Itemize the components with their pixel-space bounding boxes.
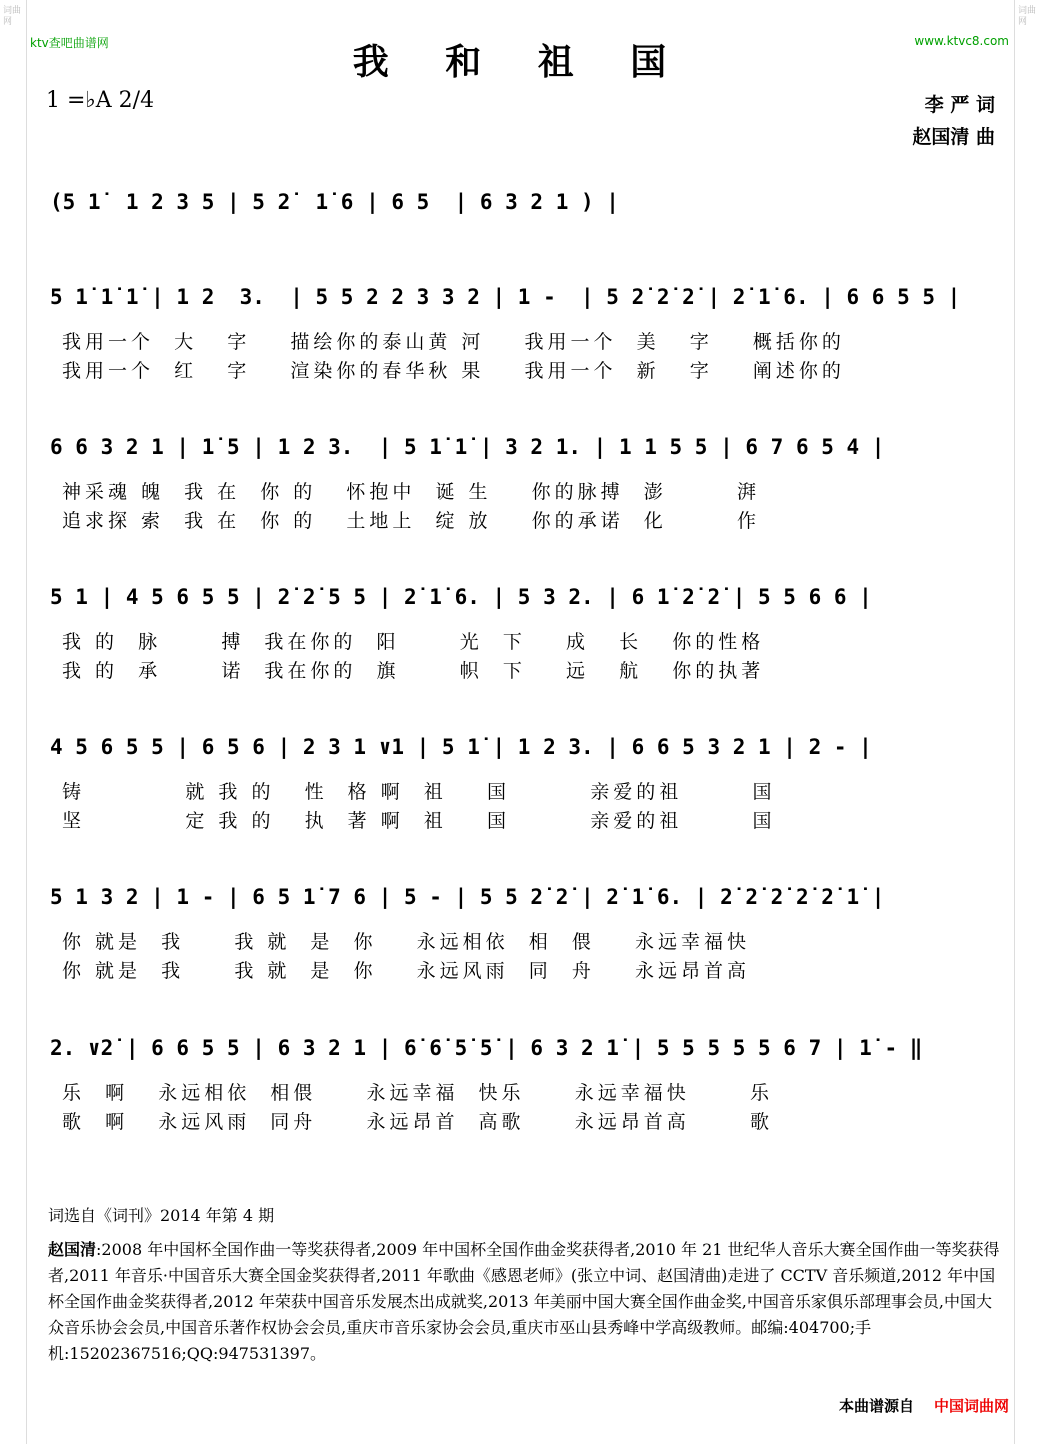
side-watermark: 词曲网 — [1018, 6, 1037, 27]
lyrics-verse2-row-5: 你 就是 我 我 就 是 你 永远风雨 同 舟 永远昂首高 — [62, 960, 750, 982]
right-margin-strip — [1014, 0, 1041, 1444]
notation-row-5: 5 1 3 2 | 1 - | 6 5 1̇ 7 6 | 5 - | 5 5 2̇ 2̇ | 2̇ 1̇ 6. | 2̇ 2̇ 2̇ 2̇ 2̇ 1̇ | — [50, 885, 885, 909]
notation-row-intro: (5 1̇ 1 2 3 5 | 5 2̇ 1̇ 6 | 6 5 | 6 3 2 1 ) | — [50, 190, 619, 214]
bio-text: :2008 年中国杯全国作曲一等奖获得者,2009 年中国杯全国作曲金奖获得者,2010 年 21 世纪华人音乐大赛全国作曲一等奖获得者,2011 年音乐·中国音乐大赛全国金奖获得者,2011 年歌曲《感恩老师》(张立中词、赵国清曲)走进了 CCTV 音乐频道,2012 年中国杯全国作曲金奖获得者,2012 年荣获中国音乐发展杰出成就奖,2013 年美丽中国大赛全国作曲金奖,中国音乐家俱乐部理事会员,中国大众音乐协会会员,中国音乐著作权协会会员,重庆市音乐家协会会员,重庆市巫山县秀峰中学高级教师。邮编:404700;手机:15202367516;QQ:947531397。 — [48, 1240, 1000, 1363]
notation-row-2: 6 6 3 2 1 | 1̇ 5 | 1 2 3. | 5 1̇ 1̇ | 3 2 1. | 1 1 5 5 | 6 7 6 5 4 | — [50, 435, 885, 459]
source-note: 词选自《词刊》2014 年第 4 期 — [48, 1206, 275, 1225]
composer-bio — [48, 1237, 1003, 1367]
composer: 赵国清 曲 — [912, 126, 995, 148]
lyrics-verse1-row-2: 神采魂 魄 我 在 你 的 怀抱中 诞 生 你的脉搏 澎 湃 — [62, 481, 761, 503]
lyrics-verse2-row-2: 追求探 索 我 在 你 的 土地上 绽 放 你的承诺 化 作 — [62, 510, 761, 532]
notation-row-4: 4 5 6 5 5 | 6 5 6 | 2 3 1 ∨1 | 5 1̇ | 1 2 3. | 6 6 5 3 2 1 | 2 - | — [50, 735, 872, 759]
lyrics-verse1-row-5: 你 就是 我 我 就 是 你 永远相依 相 偎 永远幸福快 — [62, 931, 750, 953]
side-watermark: 词曲网 — [3, 6, 22, 27]
lyrics-verse1-row-4: 铸 就 我 的 性 格 啊 祖 国 亲爱的祖 国 — [62, 781, 776, 803]
left-margin-strip — [0, 0, 27, 1444]
lyrics-verse1-row-3: 我 的 脉 搏 我在你的 阳 光 下 成 长 你的性格 — [62, 631, 765, 653]
notation-row-3: 5 1 | 4 5 6 5 5 | 2̇ 2̇ 5 5 | 2̇ 1̇ 6. | 5 3 2. | 6 1̇ 2̇ 2̇ | 5 5 6 6 | — [50, 585, 872, 609]
lyricist: 李 严 词 — [924, 94, 995, 116]
lyrics-verse2-row-3: 我 的 承 诺 我在你的 旗 帜 下 远 航 你的执著 — [62, 660, 765, 682]
watermark-left: ktv查吧曲谱网 — [30, 36, 109, 50]
lyrics-verse2-row-6: 歌 啊 永远风雨 同舟 永远昂首 高歌 永远昂首高 歌 — [62, 1111, 773, 1133]
credit-site: 中国词曲网 — [933, 1397, 1009, 1415]
notation-row-1: 5 1̇ 1̇ 1̇ | 1 2 3. | 5 5 2 2 3 3 2 | 1 - | 5 2̇ 2̇ 2̇ | 2̇ 1̇ 6. | 6 6 5 5 | — [50, 285, 961, 309]
key-signature: 1 =♭A 2/4 — [46, 88, 155, 113]
song-title: 我 和 祖 国 — [352, 41, 689, 83]
credit-label: 本曲谱源自 — [838, 1397, 914, 1415]
bio-name: 赵国清 — [48, 1240, 97, 1259]
lyrics-verse1-row-1: 我用一个 大 字 描绘你的泰山黄 河 我用一个 美 字 概括你的 — [62, 331, 845, 353]
notation-row-6: 2. ∨2̇ | 6 6 5 5 | 6 3 2 1 | 6̇ 6̇ 5̇ 5̇ | 6 3 2 1̇ | 5 5 5 5 5 6 7 | 1̇ - ‖ — [50, 1036, 923, 1060]
lyrics-verse2-row-1: 我用一个 红 字 渲染你的春华秋 果 我用一个 新 字 阐述你的 — [62, 360, 845, 382]
watermark-right: www.ktvc8.com — [914, 34, 1009, 48]
lyrics-verse1-row-6: 乐 啊 永远相依 相偎 永远幸福 快乐 永远幸福快 乐 — [62, 1082, 773, 1104]
lyrics-verse2-row-4: 坚 定 我 的 执 著 啊 祖 国 亲爱的祖 国 — [62, 810, 776, 832]
credit-line — [839, 1395, 1009, 1416]
